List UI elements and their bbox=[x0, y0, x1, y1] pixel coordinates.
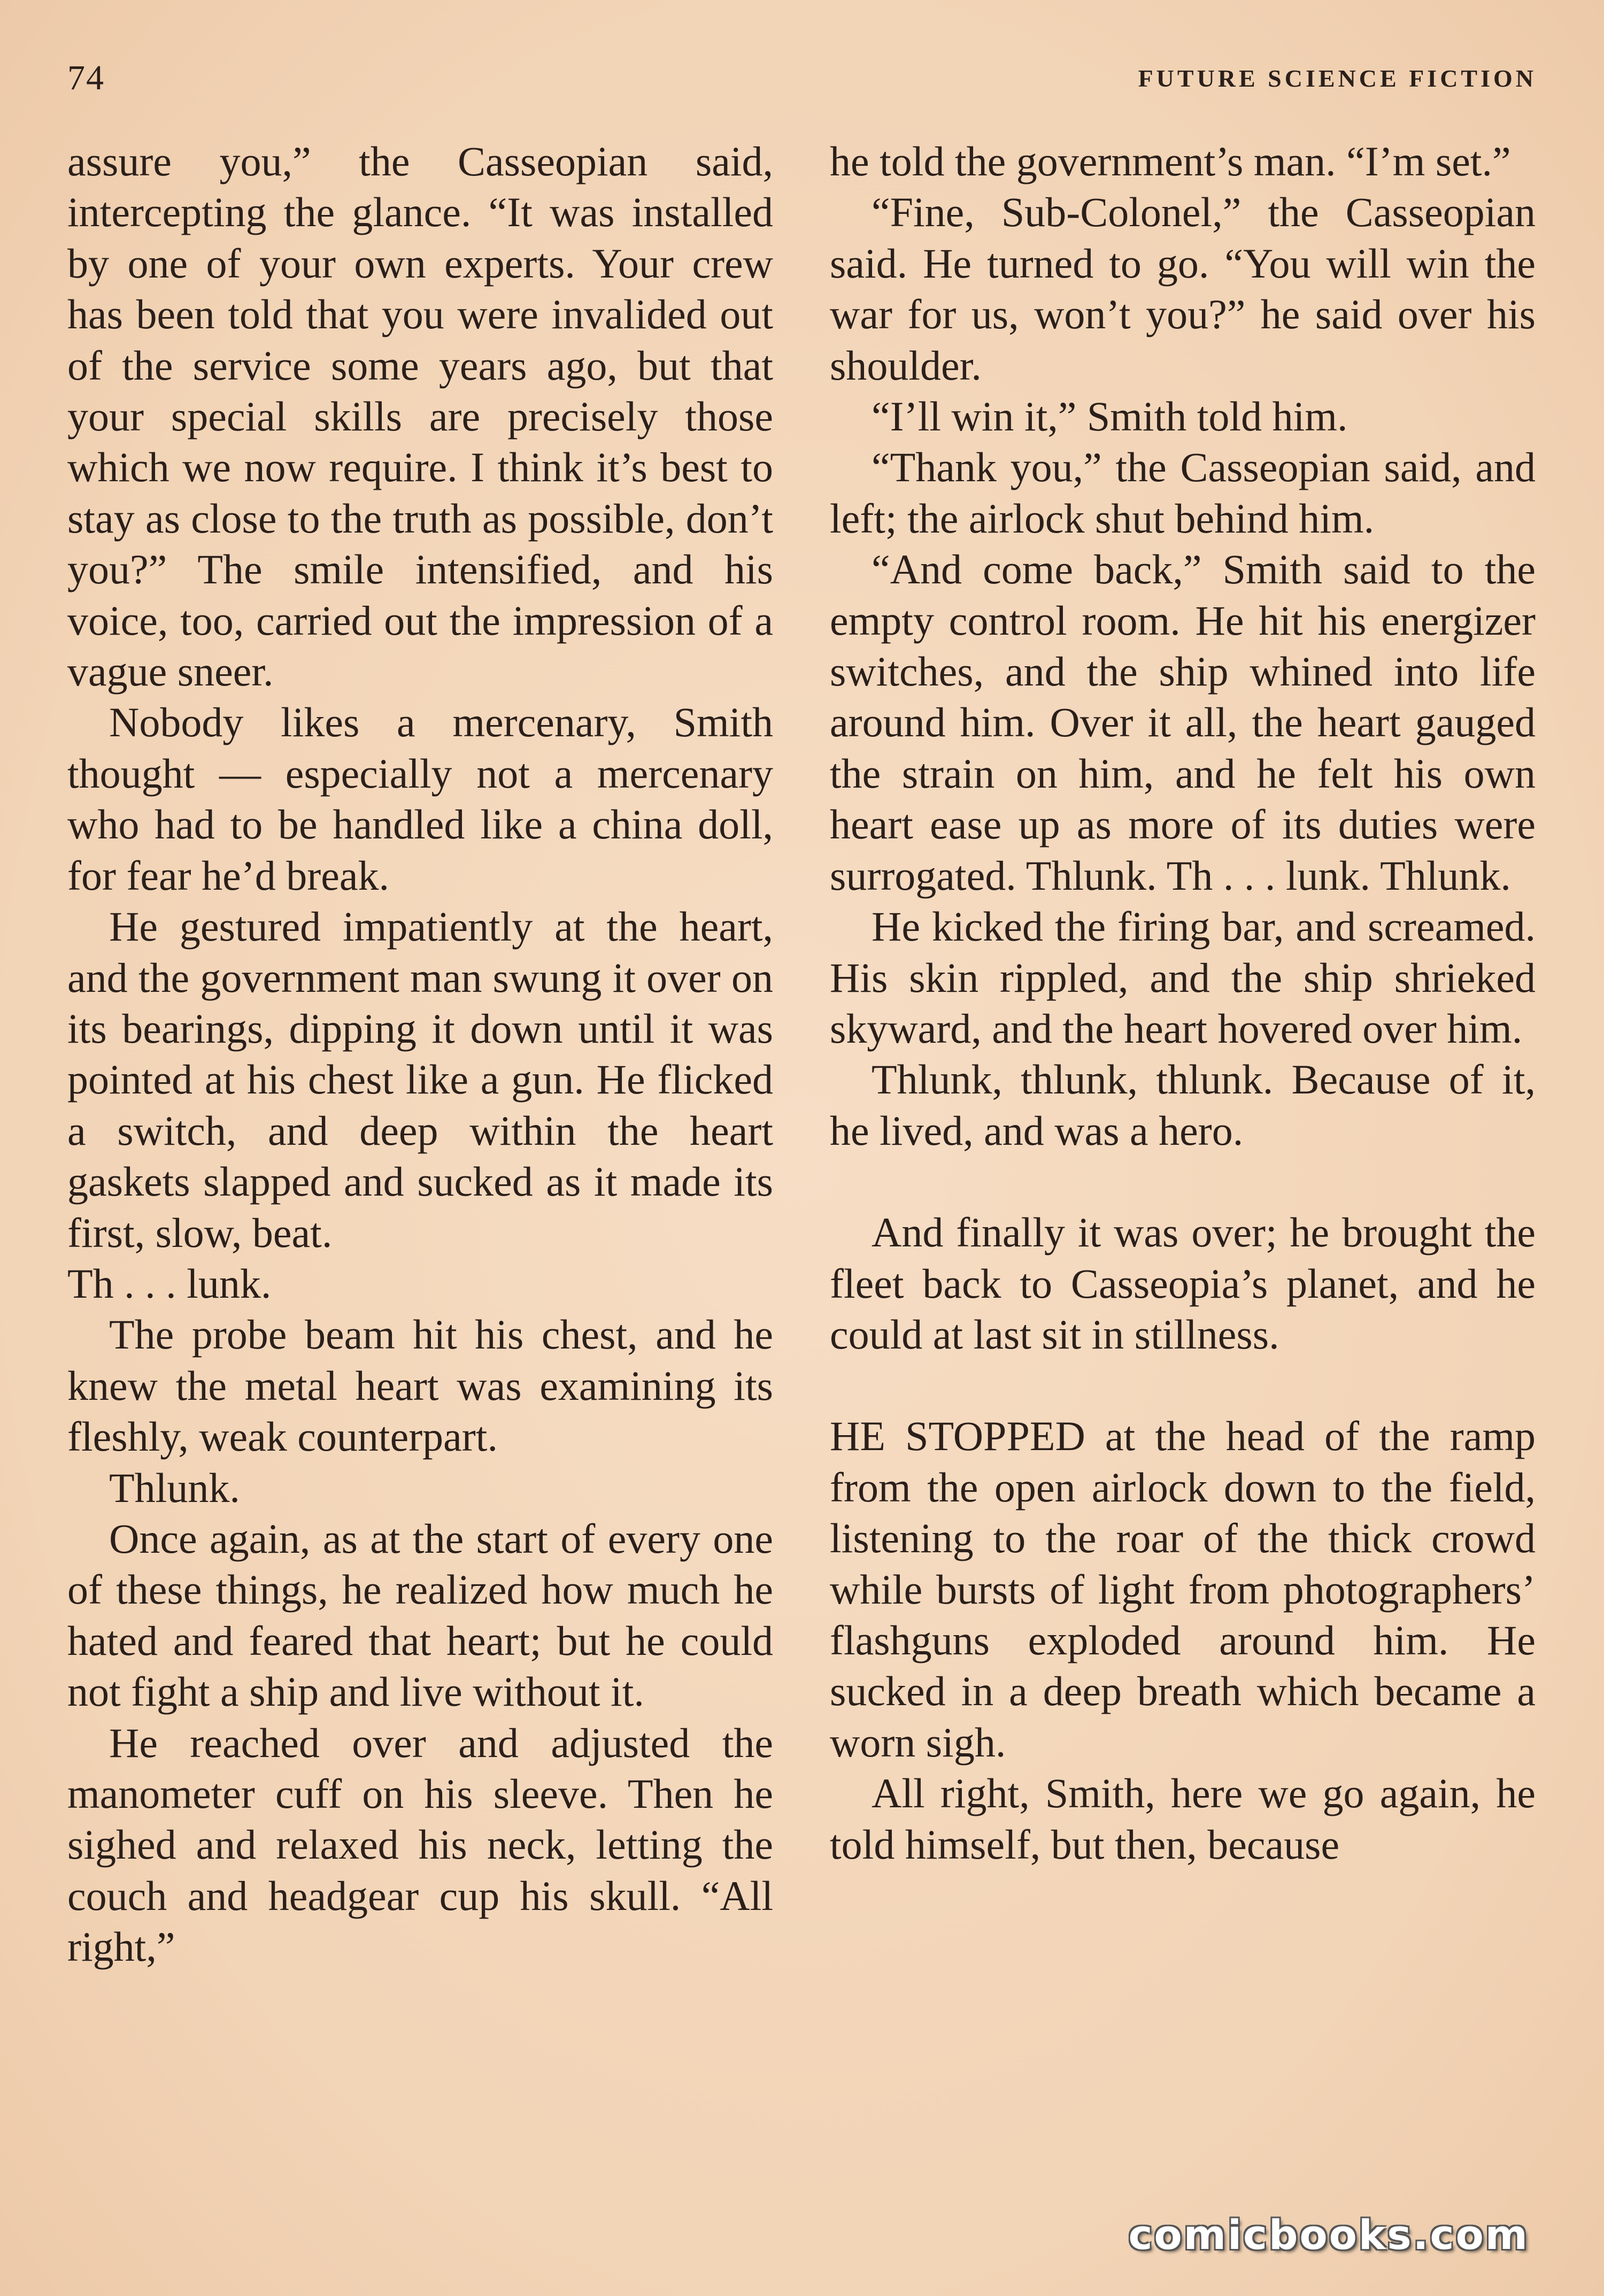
paragraph: “I’ll win it,” Smith told him. bbox=[872, 393, 1348, 440]
paragraph: He gestured impatiently at the heart, and the government man swung it over on its bearings, dipping it down until it was pointed at his chest like a gun. He flicked a switch, and deep within the heart gaskets slapped and sucked as it made its first, slow, beat. bbox=[67, 903, 773, 1256]
paragraph: HE STOPPED at the head of the ramp from the open airlock down to the field, listening to the roar of the thick crowd while bursts of light from photographers’ flashguns exploded around him. He sucked in a deep breath which became a worn sigh. bbox=[830, 1413, 1536, 1766]
paragraph: The probe beam hit his chest, and he knew the metal heart was examining its fleshly, weak counterpart. bbox=[67, 1311, 773, 1460]
page-header bbox=[67, 58, 1537, 106]
paragraph: assure you,” the Casseopian said, intercepting the glance. “It was installed by one of your own experts. Your crew has been told that you were invalided out of the service some years ago, but that your special skills are precisely those which we now require. I think it’s best to stay as close to the truth as possible, don’t you?” The smile intensified, and his voice, too, carried out the impression of a vague sneer. bbox=[67, 138, 773, 695]
page-number: 74 bbox=[67, 58, 105, 97]
paragraph: Nobody likes a mercenary, Smith thought — especially not a mercenary who had to be handled like a china doll, for fear he’d break. bbox=[67, 699, 773, 899]
right-column bbox=[830, 136, 1536, 1870]
paragraph: “And come back,” Smith said to the empty control room. He hit his energizer switches, and the ship whined into life around him. Over it all, the heart gauged the strain on him, and he felt his own heart ease up as more of its duties were surrogated. Thlunk. Th . . . lunk. Thlunk. bbox=[830, 546, 1536, 899]
paragraph: And finally it was over; he brought the fleet back to Casseopia’s planet, and he could at last sit in stillness. bbox=[830, 1209, 1536, 1358]
paragraph: All right, Smith, here we go again, he told himself, but then, because bbox=[830, 1770, 1536, 1868]
paragraph: Th . . . lunk. bbox=[67, 1260, 272, 1307]
paragraph: He reached over and adjusted the manometer cuff on his sleeve. Then he sighed and relaxed his neck, letting the couch and headgear cup his skull. “All right,” bbox=[67, 1719, 773, 1970]
paragraph: Thlunk, thlunk, thlunk. Because of it, he lived, and was a hero. bbox=[830, 1056, 1536, 1154]
paragraph: He kicked the firing bar, and screamed. His skin rippled, and the ship shrieked skyward, and the heart hovered over him. bbox=[830, 903, 1536, 1052]
paragraph: Once again, as at the start of every one of these things, he realized how much he hated and feared that heart; but he could not fight a ship and live without it. bbox=[67, 1515, 773, 1715]
paragraph: “Fine, Sub-Colonel,” the Casseopian said. He turned to go. “You will win the war for us, won’t you?” he said over his shoulder. bbox=[830, 189, 1536, 389]
paragraph: he told the government’s man. “I’m set.” bbox=[830, 138, 1511, 184]
paragraph: “Thank you,” the Casseopian said, and left; the airlock shut behind him. bbox=[830, 444, 1536, 542]
watermark-logo: comicbooks.com bbox=[1128, 2211, 1529, 2259]
running-head: FUTURE SCIENCE FICTION bbox=[1138, 65, 1537, 92]
paragraph: Thlunk. bbox=[109, 1464, 240, 1511]
left-column bbox=[67, 136, 773, 1973]
